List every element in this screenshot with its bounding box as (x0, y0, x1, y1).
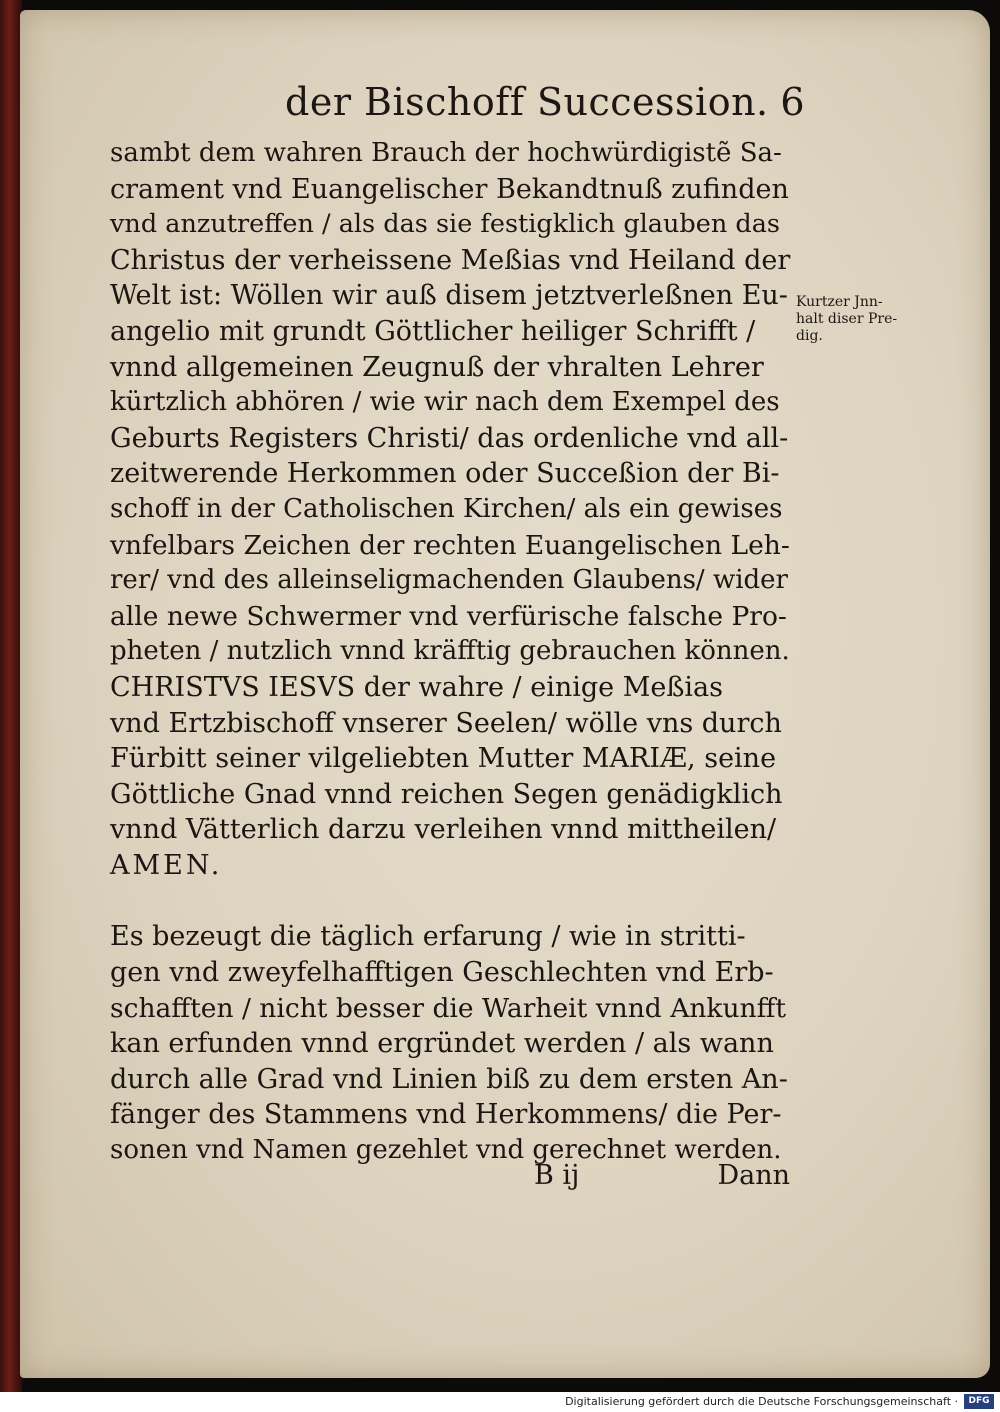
text-line: angelio mit grundt Göttlicher heiliger Schrifft / (110, 315, 756, 347)
signature-mark: B ij (534, 1160, 580, 1191)
text-line: alle newe Schwermer vnd verfürische falsche Pro- (110, 600, 787, 632)
text-line: schafften / nicht besser die Warheit vnnd Ankunfft (110, 992, 787, 1024)
text-line: rer/ vnd des alleinseligmachenden Glaubens/ wider (110, 565, 788, 596)
text-line: vnfelbars Zeichen der rechten Euangelischen Leh- (110, 529, 790, 561)
text-line: vnd Ertzbischoff vnserer Seelen/ wölle vns durch (110, 707, 782, 739)
text-line: pheten / nutzlich vnnd kräfftig gebrauchen können. (110, 636, 790, 667)
text-line: CHRISTVS IESVS der wahre / einige Meßias (110, 671, 723, 703)
text-line: Geburts Registers Christi/ das ordenliche vnd all- (110, 422, 789, 454)
text-line: sambt dem wahren Brauch der hochwürdigistẽ Sa- (110, 138, 782, 168)
text-line: crament vnd Euangelischer Bekandtnuß zufinden (110, 173, 789, 205)
dfg-logo: DFG (964, 1394, 994, 1409)
text-line: zeitwerende Herkommen oder Succeßion der Bi- (110, 458, 780, 490)
text-line: vnnd Vätterlich darzu verleihen vnnd mittheilen/ (110, 814, 777, 846)
text-line: fänger des Stammens vnd Herkommens/ die Per- (110, 1099, 782, 1131)
catchword: Dann (717, 1160, 790, 1191)
marginal-line: Kurtzer Jnn- (796, 294, 883, 310)
text-line: schoff in der Catholischen Kirchen/ als ein gewises (110, 493, 783, 524)
text-line: Fürbitt seiner vilgeliebten Mutter MARIÆ, seine (110, 743, 777, 775)
text-line: Christus der verheissene Meßias vnd Heiland der (110, 244, 791, 276)
digitization-footer (0, 1392, 1000, 1412)
marginal-line: dig. (796, 328, 823, 344)
funding-credit: Digitalisierung gefördert durch die Deutsche Forschungsgemeinschaft · (565, 1395, 958, 1408)
text-line: kürtzlich abhören / wie wir nach dem Exempel des (110, 387, 780, 418)
page-foot (110, 1160, 790, 1200)
text-line: durch alle Grad vnd Linien biß zu dem ersten An- (110, 1063, 788, 1095)
text-line: Es bezeugt die täglich erfarung / wie in stritti- (110, 921, 746, 953)
marginal-note (796, 294, 936, 345)
text-line: kan erfunden vnnd ergründet werden / als wann (110, 1028, 774, 1060)
marginal-line: halt diser Pre- (796, 311, 898, 327)
text-line: vnnd allgemeinen Zeugnuß der vhralten Lehrer (110, 351, 764, 383)
text-line: Göttliche Gnad vnnd reichen Segen genädigklich (110, 778, 783, 810)
amen-line: AMEN. (110, 849, 223, 881)
book-spine (0, 0, 22, 1392)
page-number: 6 (780, 80, 805, 124)
text-line: Welt ist: Wöllen wir auß disem jetztverleßnen Eu- (110, 280, 788, 312)
paragraph-gap (110, 883, 790, 919)
text-line: vnd anzutreffen / als das sie festigklich glauben das (110, 209, 780, 240)
running-header (285, 80, 805, 126)
text-line: gen vnd zweyfelhafftigen Geschlechten vnd Erb- (110, 957, 774, 989)
running-title: der Bischoff Succession. (285, 80, 769, 124)
body-text (110, 136, 790, 1169)
text-line: sonen vnd Namen gezehlet vnd gerechnet werden. (110, 1135, 782, 1166)
